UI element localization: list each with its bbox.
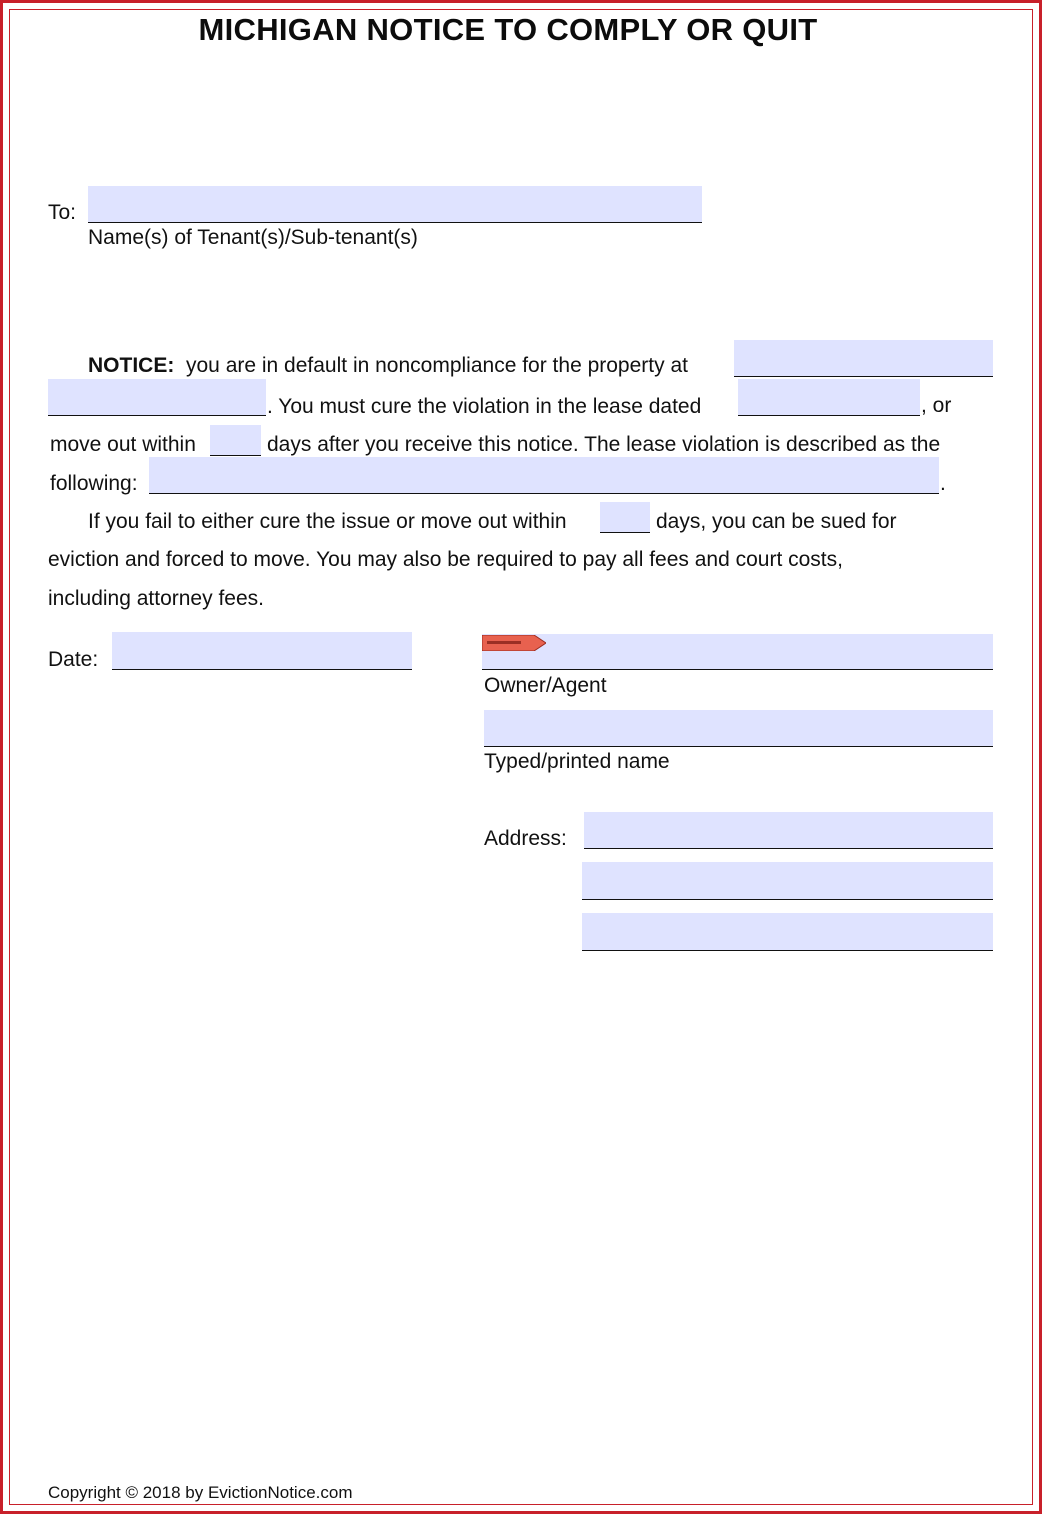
violation-description-field[interactable] <box>149 457 939 494</box>
owner-caption: Owner/Agent <box>484 674 607 697</box>
notice-text-3: , or <box>921 394 952 417</box>
fail-text-1: If you fail to either cure the issue or move out within <box>88 510 567 533</box>
date-field[interactable] <box>112 632 412 670</box>
notice-text-6: following: <box>50 472 138 495</box>
copyright-text: Copyright © 2018 by EvictionNotice.com <box>48 1483 353 1502</box>
notice-text-5: days after you receive this notice. The lease violation is described as the <box>267 433 941 456</box>
to-label: To: <box>48 201 77 224</box>
fail-text-2: days, you can be sued for <box>656 510 897 533</box>
tenant-name-field[interactable] <box>88 186 702 223</box>
tenant-caption: Name(s) of Tenant(s)/Sub-tenant(s) <box>88 226 418 249</box>
printed-caption: Typed/printed name <box>484 750 670 773</box>
notice-text-1: you are in default in noncompliance for the property at <box>186 354 688 377</box>
sign-here-flag-icon[interactable] <box>482 635 546 651</box>
address-field-2[interactable] <box>582 862 993 900</box>
period-1: . <box>940 472 946 495</box>
fail-text-3: eviction and forced to move. You may also be required to pay all fees and court costs, <box>48 548 843 571</box>
address-field-3[interactable] <box>582 913 993 951</box>
notice-line-1 <box>88 354 688 378</box>
fail-text-4: including attorney fees. <box>48 587 264 610</box>
address-field-1[interactable] <box>584 812 993 849</box>
notice-text-2: . You must cure the violation in the lease dated <box>267 395 702 418</box>
property-address-field-1[interactable] <box>734 340 993 377</box>
notice-bold: NOTICE: <box>88 354 175 377</box>
printed-name-field[interactable] <box>484 710 993 747</box>
notice-text-4: move out within <box>50 433 196 456</box>
days-cure-field[interactable] <box>600 502 650 533</box>
date-label: Date: <box>48 648 99 671</box>
property-address-field-2[interactable] <box>48 379 266 416</box>
days-after-field[interactable] <box>210 425 261 456</box>
address-label: Address: <box>484 827 567 850</box>
owner-signature-field[interactable] <box>482 634 993 670</box>
document-title: MICHIGAN NOTICE TO COMPLY OR QUIT <box>198 12 818 47</box>
lease-date-field[interactable] <box>738 379 920 416</box>
